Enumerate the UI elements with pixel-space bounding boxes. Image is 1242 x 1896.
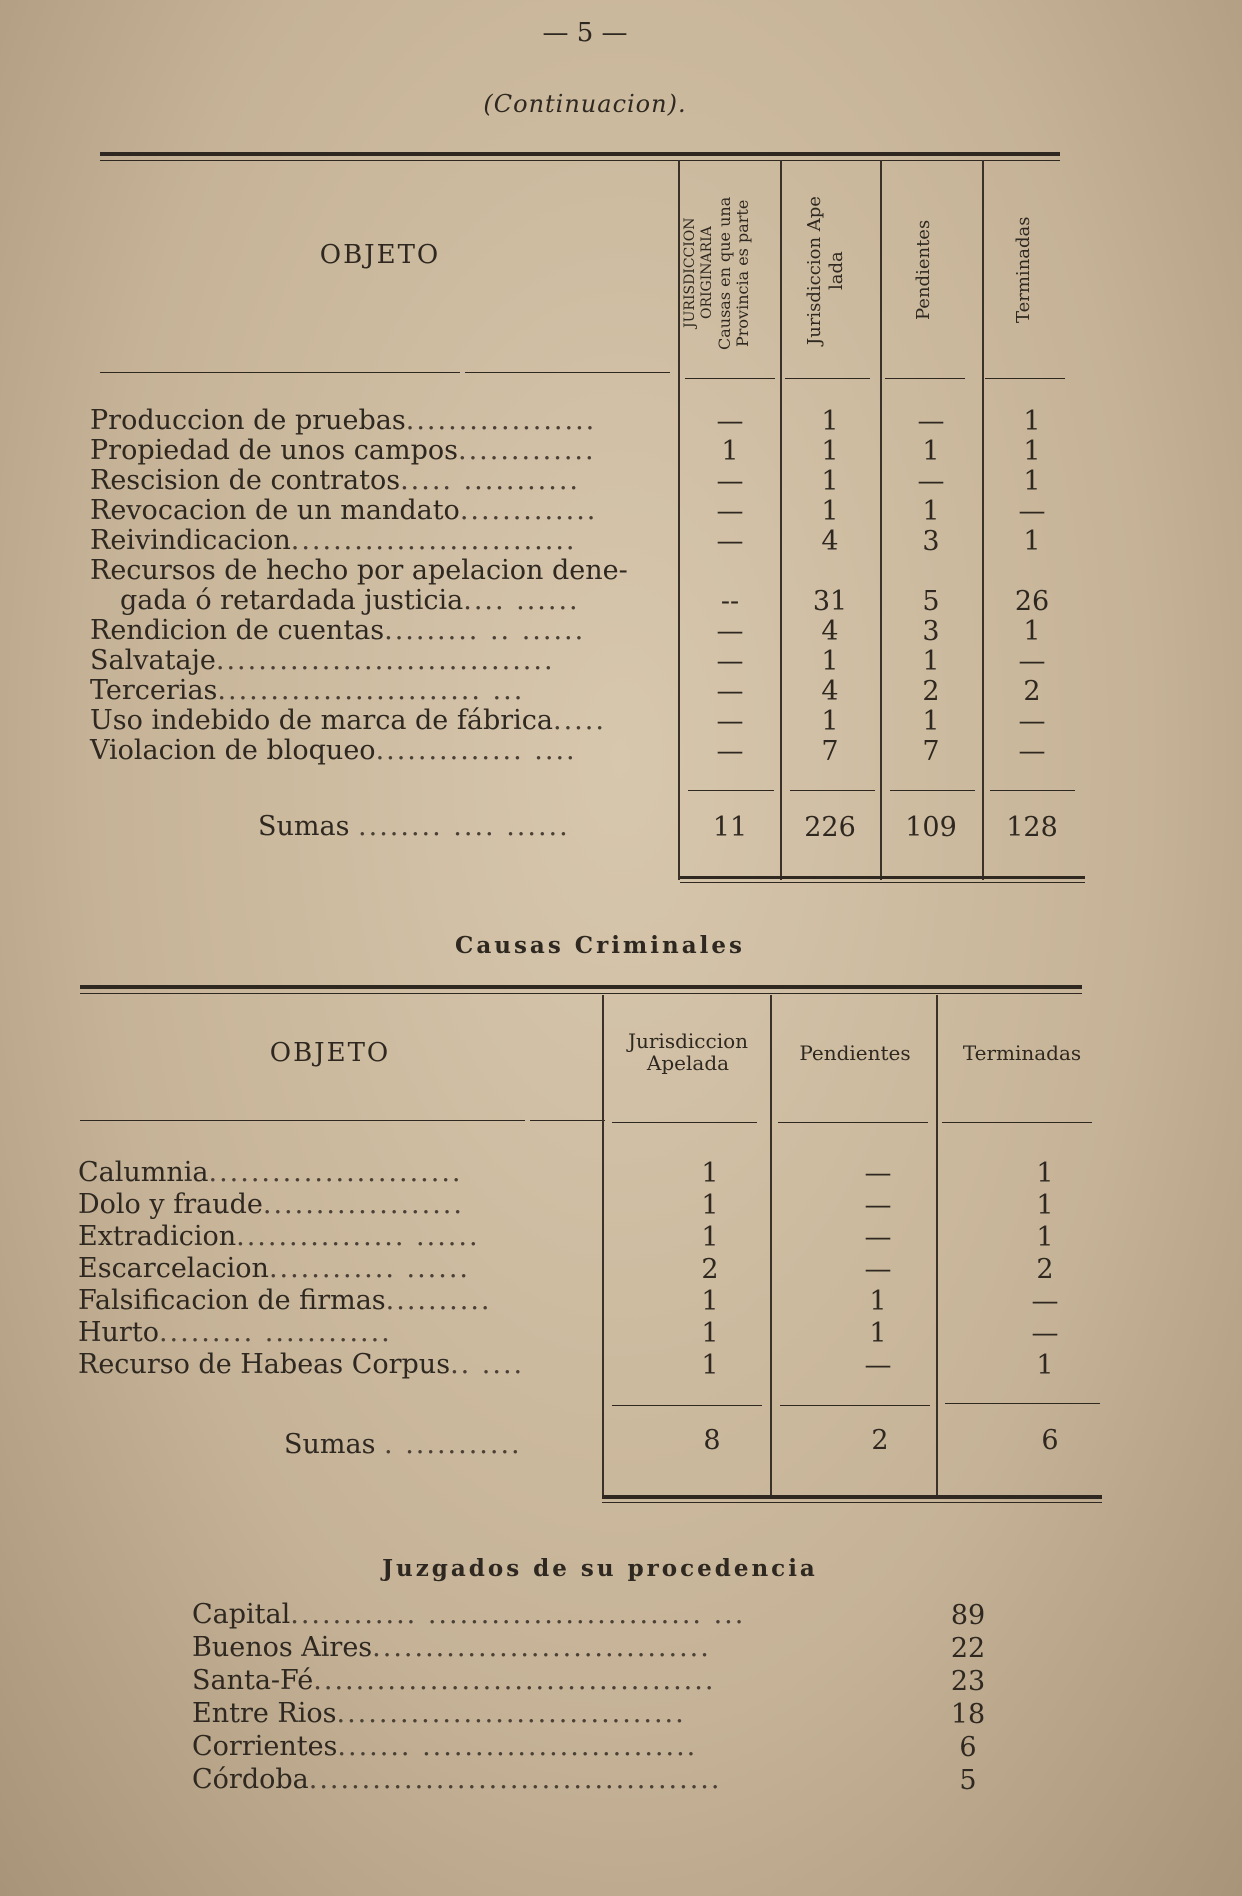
sumas-apelada: 226: [804, 812, 856, 843]
cell-pendientes: 1: [922, 706, 940, 737]
table-row: [90, 676, 524, 706]
row-dots: ................ ......: [236, 1221, 480, 1252]
row-dots: ........................: [208, 1157, 463, 1188]
row-label: Reivindicacion: [90, 525, 291, 556]
row-label: Calumnia: [78, 1157, 209, 1188]
cell-terminadas: 1: [1036, 1190, 1054, 1221]
header-rule: [778, 1122, 928, 1123]
row-dots: ...........................: [290, 525, 577, 556]
col-header-objeto: OBJETO: [319, 240, 441, 270]
cell-originaria: —: [716, 736, 744, 767]
cell-originaria: —: [716, 706, 744, 737]
header-rule: [612, 1122, 757, 1123]
row-dots: ......... .. ......: [384, 615, 586, 646]
table-row: [78, 1350, 524, 1380]
cell-terminadas: 1: [1036, 1222, 1054, 1253]
table-row: [78, 1190, 464, 1220]
sumas-pendientes: 109: [905, 812, 957, 843]
table-row: [78, 1254, 470, 1284]
page-number: — 5 —: [542, 18, 628, 48]
sumas-rule: [790, 790, 875, 791]
juzgados-title: Juzgados de su procedencia: [382, 1555, 818, 1582]
table-row: [90, 406, 596, 436]
cell-originaria: --: [720, 586, 740, 617]
cell-terminadas: 26: [1014, 586, 1050, 617]
bottom-rule: [602, 1495, 1102, 1499]
row-label: Tercerias: [90, 675, 218, 706]
row-dots: ..........: [385, 1285, 492, 1316]
cell-originaria: —: [716, 526, 744, 557]
cell-terminadas: —: [1018, 646, 1046, 677]
table-row: [90, 616, 585, 646]
col-header-originaria: JURISDICCION ORIGINARIA Causas en que una Provincia es parte: [682, 196, 752, 350]
sumas-rule: [612, 1405, 762, 1406]
table-row: [90, 436, 596, 466]
cell-apelada: 1: [701, 1350, 719, 1381]
row-dots: ..................: [405, 405, 597, 436]
top-rule-thin: [100, 160, 1060, 161]
cell-apelada: 1: [701, 1222, 719, 1253]
header-rule: [80, 1120, 525, 1121]
row-label: Dolo y fraude: [78, 1189, 263, 1220]
column-divider: [678, 160, 680, 880]
sumas-terminadas: 128: [1006, 812, 1058, 843]
cell-pendientes: —: [864, 1190, 892, 1221]
row-value: 18: [950, 1699, 986, 1730]
row-dots: ...................: [262, 1189, 464, 1220]
row-dots: ..... ...........: [400, 465, 580, 496]
header-rule: [885, 378, 965, 379]
list-item: [192, 1765, 912, 1795]
cell-pendientes: 1: [869, 1286, 887, 1317]
row-label: Hurto: [78, 1317, 159, 1348]
cell-pendientes: —: [864, 1222, 892, 1253]
row-label: Uso indebido de marca de fábrica: [90, 705, 554, 736]
cell-pendientes: 1: [922, 436, 940, 467]
cell-originaria: —: [716, 616, 744, 647]
top-rule-thin: [80, 993, 1082, 994]
row-dots: ....... ..........................: [337, 1732, 698, 1762]
cell-terminadas: 1: [1023, 406, 1041, 437]
cell-pendientes: 7: [922, 736, 940, 767]
cell-apelada: 4: [821, 526, 839, 557]
row-dots: .... ......: [463, 585, 580, 616]
list-item: [192, 1732, 912, 1762]
cell-terminadas: —: [1018, 496, 1046, 527]
row-label: Produccion de pruebas: [90, 405, 406, 436]
cell-terminadas: —: [1018, 706, 1046, 737]
cell-originaria: —: [716, 496, 744, 527]
list-item: [192, 1600, 912, 1630]
row-dots: ......................... ...: [217, 675, 525, 706]
table-row: [78, 1222, 480, 1252]
row-value: 5: [959, 1765, 977, 1796]
col-header-objeto: OBJETO: [269, 1038, 391, 1068]
cell-pendientes: 1: [869, 1318, 887, 1349]
row-label: Escarcelacion: [78, 1253, 269, 1284]
row-dots: ................................: [215, 645, 555, 676]
row-label: Recurso de Habeas Corpus: [78, 1349, 451, 1380]
column-divider: [936, 995, 938, 1495]
cell-terminadas: —: [1031, 1286, 1059, 1317]
cell-terminadas: —: [1018, 736, 1046, 767]
column-divider: [780, 160, 782, 880]
cell-terminadas: 1: [1036, 1158, 1054, 1189]
cell-originaria: 1: [721, 436, 739, 467]
row-label: Revocacion de un mandato: [90, 495, 460, 526]
cell-apelada: 1: [821, 436, 839, 467]
header-rule: [785, 378, 870, 379]
cell-pendientes: —: [917, 406, 945, 437]
table-row: [90, 646, 555, 676]
cell-terminadas: 1: [1023, 526, 1041, 557]
cell-apelada: 1: [701, 1190, 719, 1221]
col-header-terminadas: Terminadas: [1013, 216, 1034, 324]
row-label: gada ó retardada justicia: [120, 585, 464, 616]
cell-apelada: 1: [821, 496, 839, 527]
row-label: Propiedad de unos campos: [90, 435, 459, 466]
row-dots: ......................................: [313, 1666, 716, 1696]
cell-apelada: 4: [821, 676, 839, 707]
row-label: Corrientes: [192, 1732, 338, 1762]
sumas-dots: ........ .... ......: [358, 811, 570, 842]
list-item: [192, 1633, 912, 1663]
row-label: Rescision de contratos: [90, 465, 401, 496]
sumas-label: Sumas: [284, 1429, 376, 1460]
row-label: Capital: [192, 1600, 291, 1630]
cell-apelada: 1: [701, 1158, 719, 1189]
cell-originaria: —: [716, 406, 744, 437]
cell-terminadas: 2: [1023, 676, 1041, 707]
sumas-apelada: 8: [703, 1425, 721, 1456]
sumas-dots: . ...........: [384, 1429, 522, 1460]
cell-apelada: 31: [812, 586, 848, 617]
header-rule: [985, 378, 1065, 379]
cell-pendientes: —: [864, 1158, 892, 1189]
bottom-rule-thin: [602, 1502, 1102, 1503]
row-label: Entre Rios: [192, 1699, 337, 1729]
cell-pendientes: 3: [922, 616, 940, 647]
sumas-terminadas: 6: [1041, 1425, 1059, 1456]
sumas-rule: [890, 790, 975, 791]
row-value: 89: [950, 1600, 986, 1631]
cell-terminadas: 1: [1023, 616, 1041, 647]
col-header-pendientes: Pendientes: [913, 219, 934, 321]
row-label: Buenos Aires: [192, 1633, 373, 1663]
cell-originaria: —: [716, 646, 744, 677]
cell-pendientes: 3: [922, 526, 940, 557]
col-header-pendientes: Pendientes: [799, 1041, 911, 1065]
list-item: [192, 1699, 912, 1729]
cell-apelada: 1: [821, 466, 839, 497]
cell-terminadas: 1: [1036, 1350, 1054, 1381]
row-dots: .............: [458, 435, 596, 466]
row-label: Rendicion de cuentas: [90, 615, 385, 646]
cell-pendientes: —: [864, 1350, 892, 1381]
bottom-rule: [680, 876, 1085, 879]
row-dots: .............. ....: [375, 735, 577, 766]
row-label: Falsificacion de firmas: [78, 1285, 386, 1316]
row-dots: ............ .......................... ...: [290, 1600, 746, 1630]
cell-apelada: 2: [701, 1254, 719, 1285]
cell-originaria: —: [716, 466, 744, 497]
column-divider: [982, 160, 984, 880]
sumas-rule: [990, 790, 1075, 791]
row-label: Extradicion: [78, 1221, 237, 1252]
header-rule: [685, 378, 775, 379]
header-rule: [530, 1120, 605, 1121]
cell-originaria: —: [716, 676, 744, 707]
row-dots: .. ....: [450, 1349, 525, 1380]
row-label: Córdoba: [192, 1765, 309, 1795]
table-row: [120, 586, 580, 616]
table-row: [90, 496, 597, 526]
column-divider: [770, 995, 772, 1495]
row-dots: ............ ......: [268, 1253, 471, 1284]
row-label: Recursos de hecho por apelacion dene-: [90, 555, 628, 586]
header-rule: [100, 372, 460, 373]
row-dots: .................................: [336, 1699, 686, 1729]
civil-sumas-row: [258, 812, 570, 842]
row-dots: .......................................: [308, 1765, 722, 1795]
table-row: [78, 1158, 463, 1188]
cell-pendientes: 1: [922, 646, 940, 677]
cell-terminadas: 1: [1023, 466, 1041, 497]
row-dots: .....: [553, 705, 606, 736]
cell-apelada: 1: [821, 706, 839, 737]
row-dots: .............: [459, 495, 598, 526]
table-row: [90, 556, 628, 586]
table-row: [78, 1318, 392, 1348]
row-value: 23: [950, 1666, 986, 1697]
row-dots: ................................: [372, 1633, 711, 1663]
cell-pendientes: 5: [922, 586, 940, 617]
cell-pendientes: 1: [922, 496, 940, 527]
sumas-label: Sumas: [258, 811, 350, 842]
bottom-rule-thin: [680, 882, 1085, 883]
cell-apelada: 1: [821, 406, 839, 437]
sumas-rule: [688, 790, 774, 791]
sumas-rule: [945, 1403, 1100, 1404]
cell-apelada: 1: [821, 646, 839, 677]
subtitle: (Continuacion).: [483, 90, 687, 118]
top-rule: [80, 985, 1082, 989]
cell-pendientes: 2: [922, 676, 940, 707]
col-header-apelada: Jurisdiccion Ape lada: [804, 196, 847, 345]
row-label: Santa-Fé: [192, 1666, 314, 1696]
col-header-apelada: Jurisdiccion Apelada: [627, 1029, 749, 1075]
header-rule: [465, 372, 670, 373]
row-label: Violacion de bloqueo: [90, 735, 376, 766]
row-value: 22: [950, 1633, 986, 1664]
criminal-sumas-row: [284, 1430, 522, 1460]
top-rule: [100, 152, 1060, 156]
list-item: [192, 1666, 912, 1696]
table-row: [90, 706, 606, 736]
table-row: [90, 526, 577, 556]
sumas-rule: [780, 1405, 930, 1406]
row-value: 6: [959, 1732, 977, 1763]
table-row: [90, 736, 577, 766]
cell-pendientes: —: [917, 466, 945, 497]
cell-terminadas: —: [1031, 1318, 1059, 1349]
table-row: [78, 1286, 491, 1316]
column-divider: [602, 995, 604, 1495]
table-row: [90, 466, 580, 496]
row-dots: ......... ............: [158, 1317, 392, 1348]
cell-apelada: 1: [701, 1286, 719, 1317]
cell-apelada: 4: [821, 616, 839, 647]
sumas-originaria: 11: [712, 812, 748, 843]
cell-apelada: 7: [821, 736, 839, 767]
criminal-title: Causas Criminales: [455, 932, 745, 959]
header-rule: [942, 1122, 1092, 1123]
cell-terminadas: 2: [1036, 1254, 1054, 1285]
col-header-terminadas: Terminadas: [962, 1041, 1082, 1065]
cell-terminadas: 1: [1023, 436, 1041, 467]
sumas-pendientes: 2: [871, 1425, 889, 1456]
cell-pendientes: —: [864, 1254, 892, 1285]
row-label: Salvataje: [90, 645, 216, 676]
cell-apelada: 1: [701, 1318, 719, 1349]
column-divider: [880, 160, 882, 880]
